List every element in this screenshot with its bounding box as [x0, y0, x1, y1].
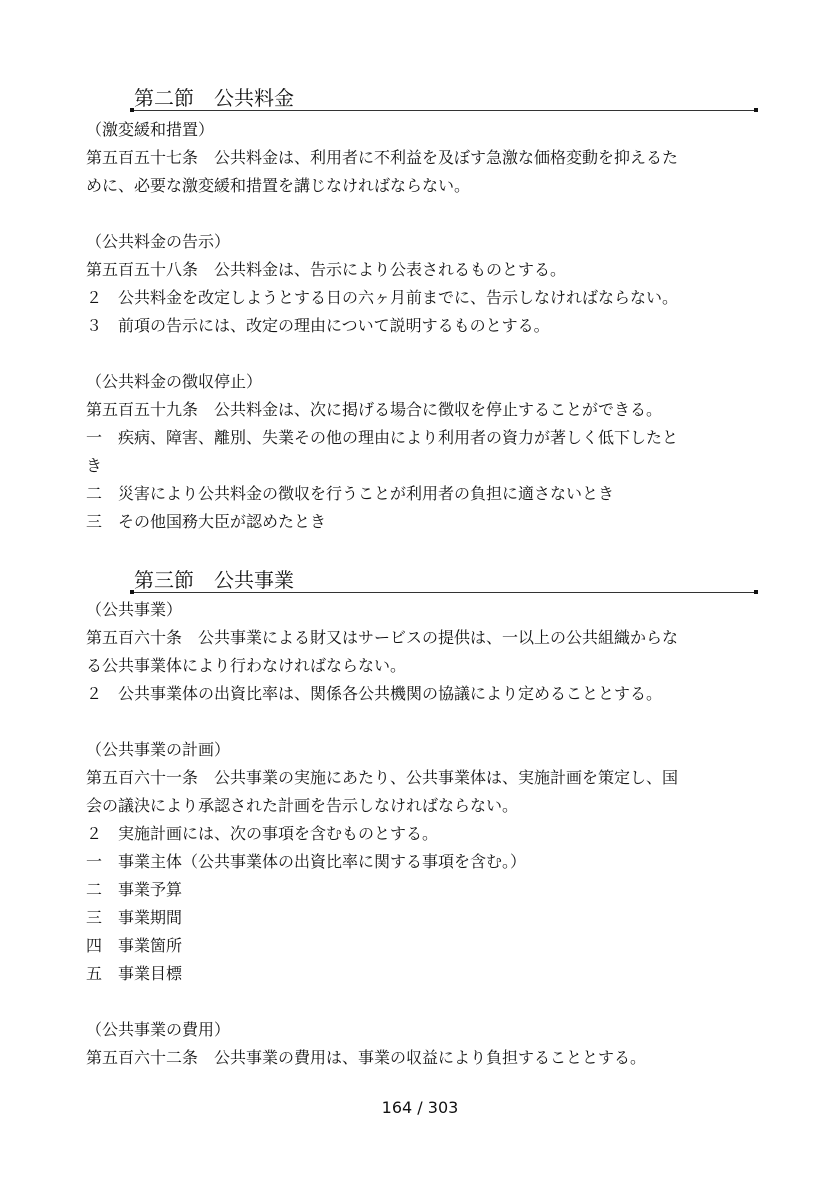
article-item: き [86, 456, 103, 475]
article-text: 第五百六十二条 公共事業の費用は、事業の収益により負担することとする。 [86, 1048, 647, 1067]
article-text: 第五百六十条 公共事業による財又はサービスの提供は、一以上の公共組織からな [86, 628, 679, 647]
article-item: 五 事業目標 [86, 964, 183, 983]
article-text: 第五百六十一条 公共事業の実施にあたり、公共事業体は、実施計画を策定し、国 [86, 768, 679, 787]
article-item: 三 事業期間 [86, 908, 183, 927]
section-heading [132, 86, 754, 111]
article-text: めに、必要な激変緩和措置を講じなければならない。 [86, 176, 471, 195]
article-item: 四 事業箇所 [86, 936, 183, 955]
article-paragraph: ３ 前項の告示には、改定の理由について説明するものとする。 [86, 316, 550, 335]
article-text: 第五百五十九条 公共料金は、次に掲げる場合に徴収を停止することができる。 [86, 400, 663, 419]
heading-rule-end-left [130, 108, 134, 112]
section-heading [132, 568, 754, 593]
heading-rule-end-right [754, 108, 758, 112]
article-caption: （公共料金の告示） [86, 232, 231, 251]
article-text: 第五百五十八条 公共料金は、告示により公表されるものとする。 [86, 260, 567, 279]
section-title: 第三節 公共事業 [134, 568, 294, 592]
article-caption: （激変緩和措置） [86, 120, 215, 139]
article-text: 会の議決により承認された計画を告示しなければならない。 [86, 796, 519, 815]
article-caption: （公共料金の徴収停止） [86, 372, 263, 391]
article-text: る公共事業体により行わなければならない。 [86, 656, 407, 675]
article-item: 二 災害により公共料金の徴収を行うことが利用者の負担に適さないとき [86, 484, 615, 503]
article-paragraph: ２ 実施計画には、次の事項を含むものとする。 [86, 824, 439, 843]
article-caption: （公共事業の費用） [86, 1020, 231, 1039]
section-title: 第二節 公共料金 [134, 86, 294, 110]
article-paragraph: ２ 公共事業体の出資比率は、関係各公共機関の協議により定めることとする。 [86, 684, 663, 703]
article-paragraph: ２ 公共料金を改定しようとする日の六ヶ月前までに、告示しなければならない。 [86, 288, 679, 307]
article-item: 一 疾病、障害、離別、失業その他の理由により利用者の資力が著しく低下したと [86, 428, 679, 447]
article-item: 一 事業主体（公共事業体の出資比率に関する事項を含む。） [86, 852, 527, 871]
page-number: 164 / 303 [381, 1098, 459, 1117]
article-item: 三 その他国務大臣が認めたとき [86, 512, 327, 531]
heading-rule-end-left [130, 590, 134, 594]
article-text: 第五百五十七条 公共料金は、利用者に不利益を及ぼす急激な価格変動を抑えるた [86, 148, 679, 167]
heading-rule-end-right [754, 590, 758, 594]
article-caption: （公共事業の計画） [86, 740, 231, 759]
article-item: 二 事業予算 [86, 880, 183, 899]
article-caption: （公共事業） [86, 600, 183, 619]
